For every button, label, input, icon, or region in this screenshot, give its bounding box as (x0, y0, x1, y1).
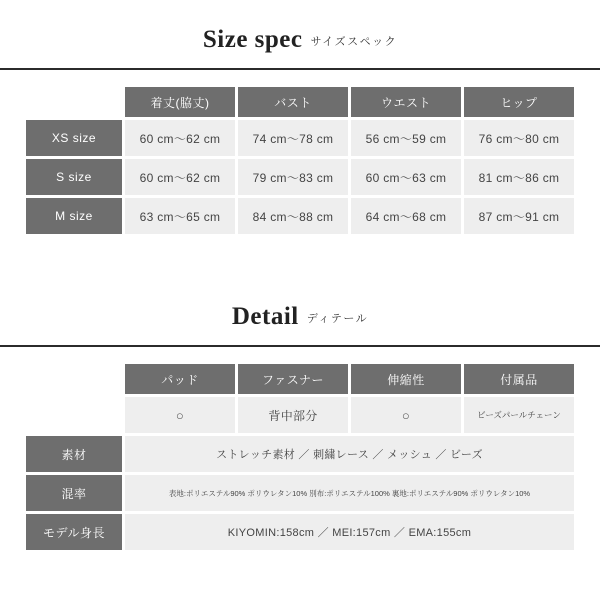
size-spec-title-en: Size spec (202, 26, 303, 53)
table-row (26, 159, 574, 195)
detail-title-en: Detail (231, 303, 299, 330)
row-label-model-height: モデル身長 (26, 514, 122, 550)
detail-title-jp: ディテール (306, 313, 369, 325)
row-label-xs: XS size (26, 120, 122, 156)
header-bust: バスト (238, 87, 348, 117)
size-spec-table (23, 84, 577, 237)
header-length: 着丈(脇丈) (125, 87, 235, 117)
header-zipper: ファスナー (238, 364, 348, 394)
cell-pad-value: ○ (125, 397, 235, 433)
cell-xs-hip: 76 cm～80 cm (464, 120, 574, 156)
row-label-s: S size (26, 159, 122, 195)
cell-xs-length: 60 cm～62 cm (125, 120, 235, 156)
row-label-composition: 混率 (26, 475, 122, 511)
table-row (26, 120, 574, 156)
section-spacer (0, 237, 600, 277)
row-label-material: 素材 (26, 436, 122, 472)
cell-material-value: ストレッチ素材 ／ 刺繍レース ／ メッシュ ／ ビーズ (125, 436, 574, 472)
table-row (26, 436, 574, 472)
cell-zipper-value: 背中部分 (238, 397, 348, 433)
table-header-row (26, 364, 574, 394)
header-hip: ヒップ (464, 87, 574, 117)
table-header-row (26, 87, 574, 117)
header-corner (26, 87, 122, 117)
row-label-m: M size (26, 198, 122, 234)
size-spec-heading (0, 0, 600, 62)
table-row (26, 475, 574, 511)
cell-m-length: 63 cm～65 cm (125, 198, 235, 234)
detail-header-corner (26, 364, 122, 394)
header-accessory: 付属品 (464, 364, 574, 394)
table-row (26, 198, 574, 234)
cell-m-waist: 64 cm～68 cm (351, 198, 461, 234)
detail-table (23, 361, 577, 553)
detail-heading (0, 277, 600, 339)
header-waist: ウエスト (351, 87, 461, 117)
feature-row-corner (26, 397, 122, 433)
cell-composition-value: 表地:ポリエステル90% ポリウレタン10% 別布:ポリエステル100% 裏地:ポリエステル90% ポリウレタン10% (125, 475, 574, 511)
cell-s-waist: 60 cm～63 cm (351, 159, 461, 195)
cell-m-bust: 84 cm～88 cm (238, 198, 348, 234)
cell-s-bust: 79 cm～83 cm (238, 159, 348, 195)
table-row (26, 397, 574, 433)
cell-accessory-value: ビーズパールチェーン (464, 397, 574, 433)
header-stretch: 伸縮性 (351, 364, 461, 394)
cell-model-height-value: KIYOMIN:158cm ／ MEI:157cm ／ EMA:155cm (125, 514, 574, 550)
table-row (26, 514, 574, 550)
cell-s-length: 60 cm～62 cm (125, 159, 235, 195)
size-spec-title-jp: サイズスペック (310, 36, 398, 48)
cell-xs-waist: 56 cm～59 cm (351, 120, 461, 156)
size-spec-divider (0, 68, 600, 70)
cell-xs-bust: 74 cm～78 cm (238, 120, 348, 156)
cell-m-hip: 87 cm～91 cm (464, 198, 574, 234)
cell-stretch-value: ○ (351, 397, 461, 433)
header-pad: パッド (125, 364, 235, 394)
detail-divider (0, 345, 600, 347)
cell-s-hip: 81 cm～86 cm (464, 159, 574, 195)
